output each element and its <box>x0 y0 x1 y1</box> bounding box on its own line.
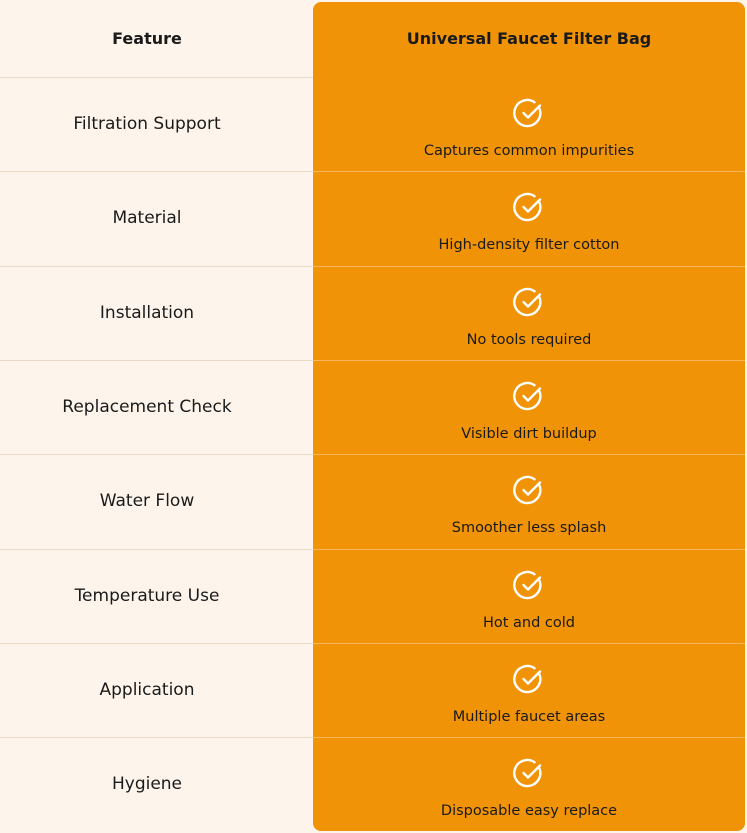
feature-value: Disposable easy replace <box>440 803 618 820</box>
feature-value: Visible dirt buildup <box>461 425 597 442</box>
table-header <box>0 0 747 77</box>
check-circle-icon <box>513 663 545 695</box>
feature-value: No tools required <box>466 331 592 348</box>
table-row <box>0 77 747 171</box>
product-cell <box>313 549 745 643</box>
feature-name: Hygiene <box>111 774 183 795</box>
product-cell <box>313 77 745 171</box>
product-cell <box>313 643 745 737</box>
feature-value: Hot and cold <box>482 614 576 631</box>
table-row <box>0 360 747 454</box>
feature-value: Smoother less splash <box>451 520 607 537</box>
table-row <box>0 171 747 265</box>
feature-name: Water Flow <box>99 491 195 512</box>
product-cell <box>313 737 745 831</box>
feature-name: Filtration Support <box>73 114 221 135</box>
product-header: Universal Faucet Filter Bag <box>406 29 652 48</box>
table-row <box>0 454 747 548</box>
check-circle-icon <box>513 474 545 506</box>
feature-name: Temperature Use <box>74 585 220 606</box>
table-row <box>0 643 747 737</box>
product-cell <box>313 266 745 360</box>
product-cell <box>313 454 745 548</box>
check-circle-icon <box>513 97 545 129</box>
check-circle-icon <box>513 191 545 223</box>
table-row <box>0 737 747 831</box>
feature-header: Feature <box>112 29 182 48</box>
feature-value: High-density filter cotton <box>438 237 620 254</box>
check-circle-icon <box>513 380 545 412</box>
product-cell <box>313 171 745 265</box>
check-circle-icon <box>513 757 545 789</box>
feature-value: Multiple faucet areas <box>452 708 606 725</box>
feature-name: Replacement Check <box>62 397 232 418</box>
feature-value: Captures common impurities <box>423 143 635 159</box>
table-row <box>0 549 747 643</box>
product-cell <box>313 360 745 454</box>
feature-name: Material <box>112 208 182 229</box>
check-circle-icon <box>513 286 545 318</box>
feature-name: Application <box>99 679 195 700</box>
feature-name: Installation <box>99 302 195 323</box>
table-row <box>0 266 747 360</box>
check-circle-icon <box>513 569 545 601</box>
